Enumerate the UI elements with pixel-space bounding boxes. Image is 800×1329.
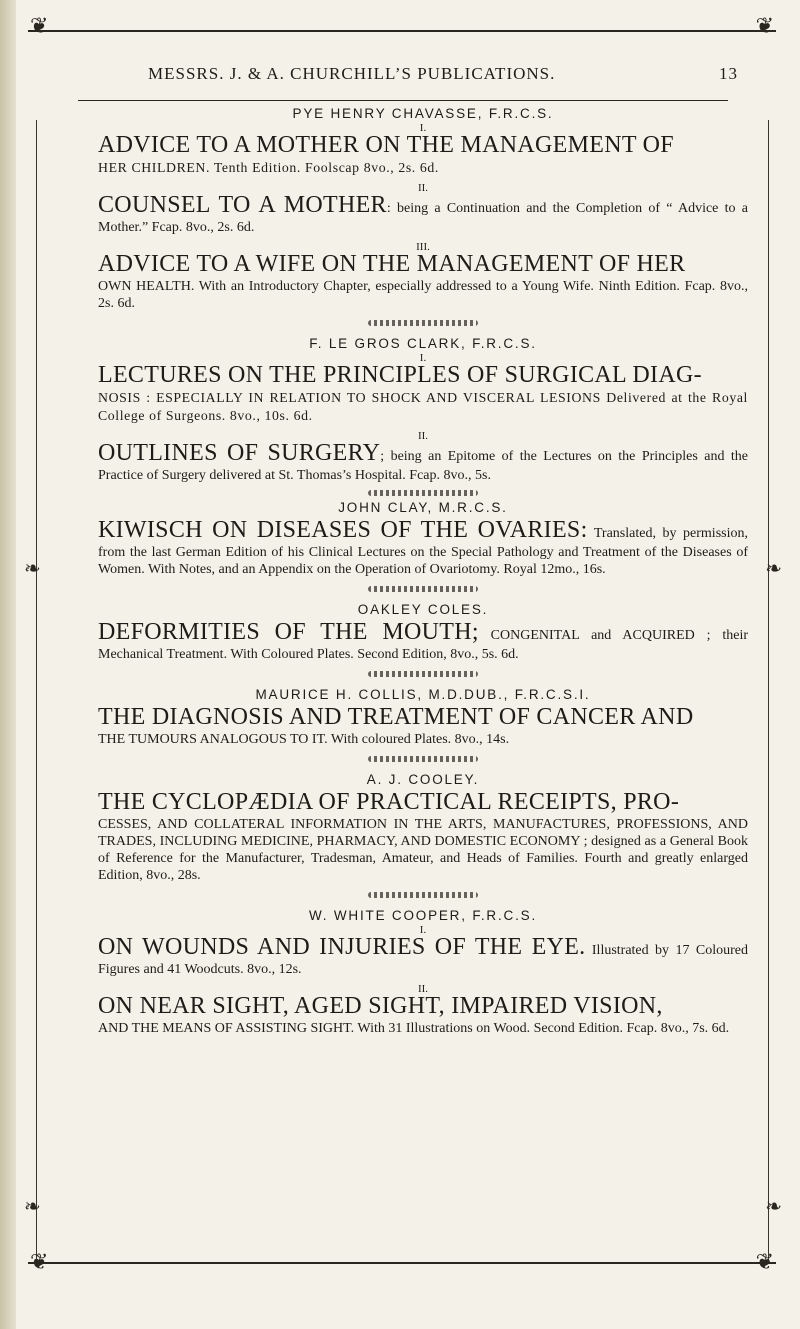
section-divider [368,490,478,496]
author-section [98,687,748,748]
author-name: OAKLEY COLES. [357,602,489,617]
book-entry [98,431,748,484]
bottom-border-rule [28,1262,776,1264]
header-rule [78,100,728,101]
book-details: HER CHILDREN. Tenth Edition. Foolscap 8vo., 2s. 6d. [98,160,439,175]
book-entry [98,789,748,884]
book-entry [98,242,748,312]
running-header [28,64,776,94]
bottom-right-ornament-icon: ❦ [755,1250,774,1275]
book-title: ADVICE TO A MOTHER ON THE MANAGEMENT OF [98,132,674,158]
book-details: CONGENITAL and ACQUIRED ; their Mechanical Treatment. With Coloured Plates. Second Edition, 8vo., 5s. 6d. [98,628,748,662]
book-details: : being a Continuation and the Completion of “ Advice to a Mother.” Fcap. 8vo., 2s. 6d. [98,201,748,235]
publisher-heading: MESSRS. J. & A. CHURCHILL’S PUBLICATIONS. [148,64,556,83]
left-lower-fleuron-icon: ❧ [24,1194,41,1218]
book-entry [98,123,748,177]
author-section [98,500,748,578]
section-divider [368,892,478,898]
section-divider [368,671,478,677]
book-title: OUTLINES OF SURGERY [98,440,381,466]
entry-numeral: II. [417,430,429,442]
entry-numeral: I. [419,122,427,134]
section-divider [368,756,478,762]
left-fleuron-icon: ❧ [24,556,41,580]
book-title: COUNSEL TO A MOTHER [98,192,387,218]
right-border-rule [768,120,769,1260]
book-title: DEFORMITIES OF THE MOUTH; [98,619,479,645]
page-number: 13 [719,64,738,83]
entry-numeral: I. [419,352,427,364]
book-entry [98,984,748,1037]
book-title: LECTURES ON THE PRINCIPLES OF SURGICAL DIAG- [98,362,702,388]
right-lower-fleuron-icon: ❧ [765,1194,782,1218]
book-entry [98,704,748,748]
entry-numeral: I. [419,924,427,936]
author-name: MAURICE H. COLLIS, M.D.DUB., F.R.C.S.I. [255,687,591,702]
book-title: KIWISCH ON DISEASES OF THE OVARIES: [98,517,588,543]
top-left-ornament-icon: ❦ [30,14,49,39]
right-fleuron-icon: ❧ [765,556,782,580]
section-divider [368,320,478,326]
book-details: CESSES, AND COLLATERAL INFORMATION IN THE ARTS, MANUFACTURES, PROFESSIONS, AND TRADES, INCLUDING MEDICINE, PHARMACY, AND DOMESTIC ECONOMY ; designed as a General Book of Reference for the Manufacturer, Tradesman, Amateur, and Heads of Families. Fourth and greatly enlarged Edition, 8vo., 28s. [98,817,748,883]
book-entry [98,619,748,663]
author-name: JOHN CLAY, M.R.C.S. [338,500,508,515]
catalogue-listing [98,106,748,1043]
section-divider [368,586,478,592]
book-details: THE TUMOURS ANALOGOUS TO IT. With coloured Plates. 8vo., 14s. [98,732,510,747]
book-page [24,0,782,1329]
author-section [98,908,748,1037]
entry-numeral: II. [417,983,429,995]
author-section [98,106,748,312]
entry-numeral: II. [417,182,429,194]
book-details: Translated, by permission, from the last German Edition of his Clinical Lectures on the Special Pathology and Treatment of the Diseases of Women. With Notes, and an Appendix on the Operation of Ovariotomy. Royal 12mo., 16s. [98,526,748,577]
author-section [98,602,748,663]
book-details: NOSIS : ESPECIALLY IN RELATION TO SHOCK AND VISCERAL LESIONS Delivered at the Royal College of Surgeons. 8vo., 10s. 6d. [98,390,748,423]
book-title: THE DIAGNOSIS AND TREATMENT OF CANCER AND [98,704,694,730]
book-entry [98,517,748,578]
left-border-rule [36,120,37,1260]
author-section [98,772,748,884]
book-details: AND THE MEANS OF ASSISTING SIGHT. With 31 Illustrations on Wood. Second Edition. Fcap. 8vo., 7s. 6d. [98,1021,730,1036]
book-entry [98,183,748,236]
book-title: THE CYCLOPÆDIA OF PRACTICAL RECEIPTS, PRO- [98,789,680,815]
book-details: OWN HEALTH. With an Introductory Chapter, especially addressed to a Young Wife. Ninth Edition. Fcap. 8vo., 2s. 6d. [98,279,748,311]
top-right-ornament-icon: ❦ [755,14,774,39]
book-title: ADVICE TO A WIFE ON THE MANAGEMENT OF HER [98,251,686,277]
page-edge [0,0,16,1329]
book-details: Illustrated by 17 Coloured Figures and 41 Woodcuts. 8vo., 12s. [98,943,748,977]
author-name: F. LE GROS CLARK, F.R.C.S. [309,336,537,351]
book-title: ON NEAR SIGHT, AGED SIGHT, IMPAIRED VISION, [98,993,663,1019]
author-section [98,336,748,484]
book-details: ; being an Epitome of the Lectures on the Principles and the Practice of Surgery delivered at St. Thomas’s Hospital. Fcap. 8vo., 5s. [98,449,748,483]
book-entry [98,925,748,978]
book-title: ON WOUNDS AND INJURIES OF THE EYE. [98,934,586,960]
book-entry [98,353,748,425]
author-name: PYE HENRY CHAVASSE, F.R.C.S. [292,106,554,121]
top-border-rule [28,30,776,32]
author-name: A. J. COOLEY. [366,772,480,787]
bottom-left-ornament-icon: ❦ [30,1250,49,1275]
author-name: W. WHITE COOPER, F.R.C.S. [308,908,537,923]
entry-numeral: III. [416,241,430,253]
